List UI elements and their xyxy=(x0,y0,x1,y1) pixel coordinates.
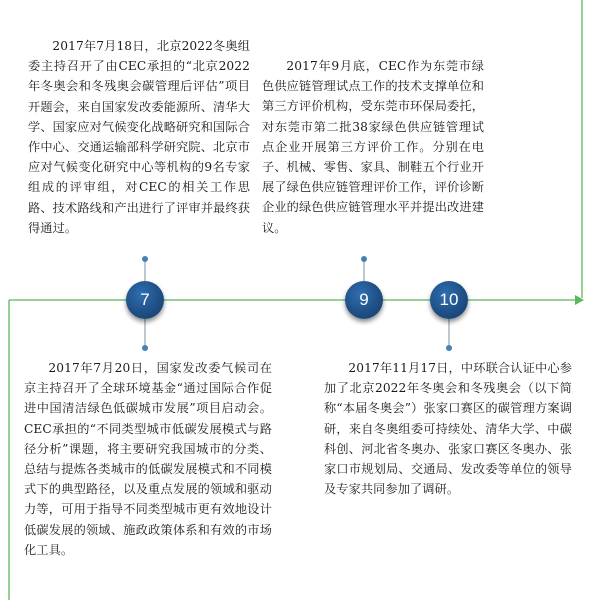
connector-node-9 xyxy=(361,256,367,281)
timeline-arrowhead-icon xyxy=(575,295,584,305)
timeline-node-9: 9 xyxy=(345,281,383,319)
timeline-node-7: 7 xyxy=(126,281,164,319)
entry-2017-11-17: 2017年11月17日，中环联合认证中心参加了北京2022年冬奥会和冬残奥会（以下简称“本届冬奥会”）张家口赛区的碳管理方案调研，来自冬奥组委可持续处、清华大学、中碳科创、河北省冬奥办、张家口赛区冬奥办、张家口市规划局、交通局、发改委等单位的领导及专家共同参加了调研。 xyxy=(324,361,572,497)
timeline-node-10: 10 xyxy=(430,281,468,319)
connector-node-10 xyxy=(446,319,452,351)
entry-2017-07-18: 2017年7月18日，北京2022冬奥组委主持召开了由CEC承担的“北京2022年冬奥会和冬残奥会碳管理后评估”项目开题会，来自国家发改委能源所、清华大学、国家应对气候变化战略研究和国际合作中心、交通运输部科学研究院、北京市应对气候变化研究中心等机构的9名专家组成的评审组，对CEC的相关工作思路、技术路线和产出进行了评审并最终获得通过。 xyxy=(28,39,250,235)
entry-2017-07-20: 2017年7月20日，国家发改委气候司在京主持召开了全球环境基金“通过国际合作促进中国清洁绿色低碳城市发展”项目启动会。CEC承担的“不同类型城市低碳发展模式与路径分析”课题，将主要研究我国城市的分类、总结与提炼各类城市的低碳发展模式和不同模式下的典型路径，以及重点发展的领域和驱动力等，可用于指导不同类型城市更有效地设计低碳发展的领域、施政政策体系和有效的市场化工具。 xyxy=(24,361,272,557)
entry-2017-09: 2017年9月底，CEC作为东莞市绿色供应链管理试点工作的技术支撑单位和第三方评价机构，受东莞市环保局委托，对东莞市第二批38家绿色供应链管理试点企业开展第三方评价工作。分别在电子、机械、零售、家具、制鞋五个行业开展了绿色供应链管理评价工作，评价诊断企业的绿色供应链管理水平并提出改进建议。 xyxy=(262,59,484,235)
